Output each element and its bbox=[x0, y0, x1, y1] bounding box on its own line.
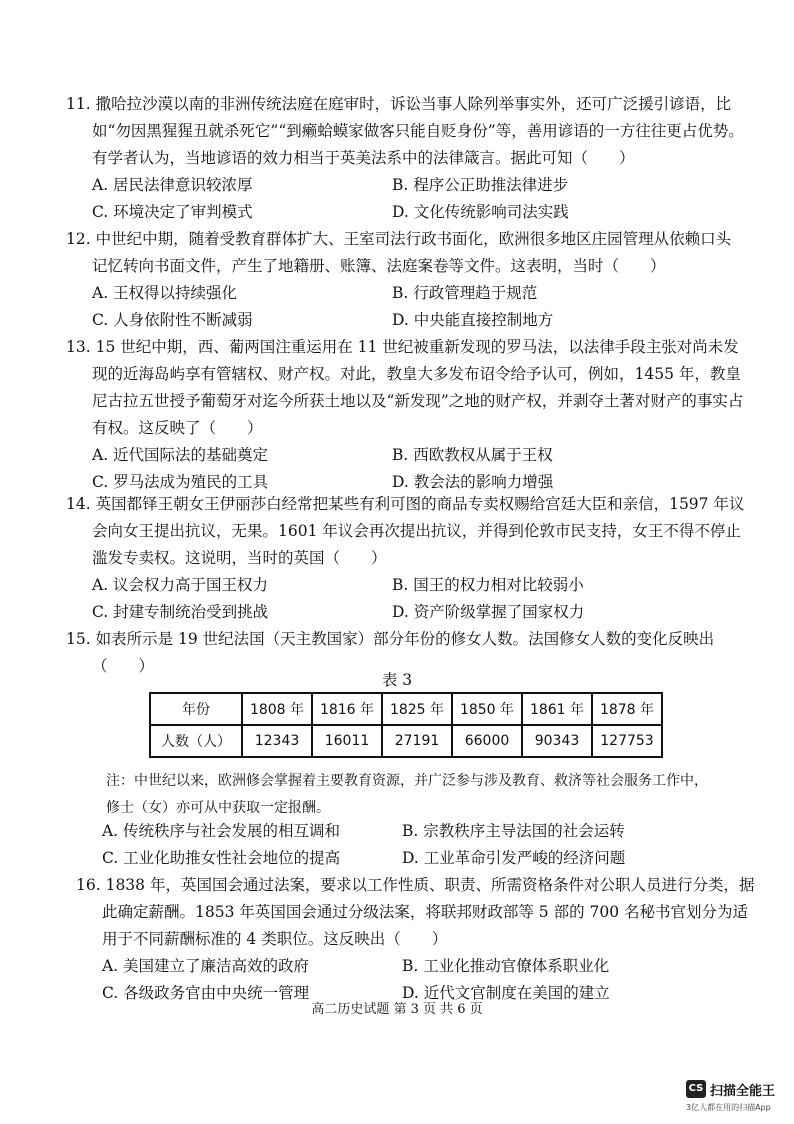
question-11 bbox=[66, 91, 746, 226]
table-note: 注：中世纪以来，欧洲修会掌握着主要教育资源，并广泛参与涉及教育、救济等社会服务工作中，修士（女）亦可从中获取一定报酬。 bbox=[106, 773, 708, 816]
option-d: D. 中央能直接控制地方 bbox=[392, 311, 554, 329]
watermark-brand: 扫描全能王 bbox=[710, 1084, 776, 1099]
option-c: C. 工业化助推女性社会地位的提高 bbox=[102, 849, 341, 867]
option-c: C. 各级政务官由中央统一管理 bbox=[102, 984, 310, 1002]
watermark-tagline: 3亿人都在用的扫描App bbox=[686, 1103, 771, 1112]
table-cell: 1878 年 bbox=[592, 693, 662, 725]
question-14 bbox=[66, 491, 746, 626]
option-b: B. 国王的权力相对比较弱小 bbox=[392, 576, 584, 594]
question-stem: 12. 中世纪中期，随着受教育群体扩大、王室司法行政书面化，欧洲很多地区庄园管理从依赖口头记忆转向书面文件，产生了地籍册、账簿、法庭案卷等文件。这表明，当时（ ） bbox=[66, 230, 732, 275]
table-cell: 1861 年 bbox=[522, 693, 592, 725]
option-a: A. 王权得以持续强化 bbox=[92, 284, 238, 302]
option-d: D. 近代文官制度在美国的建立 bbox=[402, 984, 610, 1002]
table-cell: 1808 年 bbox=[242, 693, 312, 725]
question-15-options bbox=[76, 818, 756, 872]
table-cell: 1825 年 bbox=[382, 693, 452, 725]
question-stem: 16. 1838 年，英国国会通过法案，要求以工作性质、职责、所需资格条件对公职人员进行分类，据此确定薪酬。1853 年英国国会通过分级法案，将联邦财政部等 5 部的 700 名秘书官划分为适用于不同薪酬标准的 4 类职位。这反映出（ ） bbox=[76, 876, 755, 948]
option-d: D. 工业革命引发严峻的经济问题 bbox=[402, 849, 626, 867]
question-16 bbox=[76, 872, 756, 1007]
option-a: A. 议会权力高于国王权力 bbox=[92, 576, 269, 594]
question-stem: 15. 如表所示是 19 世纪法国（天主教国家）部分年份的修女人数。法国修女人数的变化反映出（ ） bbox=[66, 630, 715, 675]
option-a: A. 美国建立了廉洁高效的政府 bbox=[102, 957, 310, 975]
option-c: C. 环境决定了审判模式 bbox=[92, 203, 253, 221]
table-cell: 66000 bbox=[452, 725, 522, 757]
table-title: 表 3 bbox=[381, 671, 413, 689]
question-stem: 11. 撒哈拉沙漠以南的非洲传统法庭在庭审时，诉讼当事人除列举事实外，还可广泛援引谚语，比如“勿因黑猩猩丑就杀死它”“到癞蛤蟆家做客只能自贬身份”等，善用谚语的一方往往更占优势。有学者认为，当地谚语的效力相当于英美法系中的法律箴言。据此可知（ ） bbox=[66, 95, 744, 167]
option-b: B. 西欧教权从属于王权 bbox=[392, 446, 553, 464]
question-stem: 13. 15 世纪中期，西、葡两国注重运用在 11 世纪被重新发现的罗马法，以法律手段主张对尚未发现的近海岛屿享有管辖权、财产权。对此，教皇大多发布诏令给予认可，例如，1455 年，教皇尼古拉五世授予葡萄牙对迄今所获土地以及“新发现”之地的财产权，并剥夺土著对财产的事实占有权。这反映了（ ） bbox=[66, 338, 744, 437]
table-header-row bbox=[150, 693, 662, 725]
option-b: B. 宗教秩序主导法国的社会运转 bbox=[402, 822, 625, 840]
option-a: A. 居民法律意识较浓厚 bbox=[92, 176, 253, 194]
table-cell: 1816 年 bbox=[312, 693, 382, 725]
option-c: C. 人身依附性不断减弱 bbox=[92, 311, 253, 329]
option-b: B. 行政管理趋于规范 bbox=[392, 284, 538, 302]
table-cell: 127753 bbox=[592, 725, 662, 757]
camscanner-logo-icon: CS bbox=[686, 1080, 706, 1098]
table-cell: 16011 bbox=[312, 725, 382, 757]
table-cell: 年份 bbox=[150, 693, 242, 725]
table-cell: 27191 bbox=[382, 725, 452, 757]
option-d: D. 资产阶级掌握了国家权力 bbox=[392, 603, 585, 621]
option-a: A. 传统秩序与社会发展的相互调和 bbox=[102, 822, 341, 840]
question-12 bbox=[66, 226, 746, 334]
option-c: C. 封建专制统治受到挑战 bbox=[92, 603, 269, 621]
question-13 bbox=[66, 334, 746, 496]
question-stem: 14. 英国都铎王朝女王伊丽莎白经常把某些有利可图的商品专卖权赐给宫廷大臣和亲信，1597 年议会向女王提出抗议，无果。1601 年议会再次提出抗议，并得到伦敦市民支持，女王不得不停止滥发专卖权。这说明，当时的英国（ ） bbox=[66, 495, 745, 567]
option-d: D. 文化传统影响司法实践 bbox=[392, 203, 569, 221]
option-b: B. 程序公正助推法律进步 bbox=[392, 176, 569, 194]
nun-count-table bbox=[149, 692, 663, 758]
table-cell: 12343 bbox=[242, 725, 312, 757]
option-c: C. 罗马法成为殖民的工具 bbox=[92, 473, 269, 491]
option-a: A. 近代国际法的基础奠定 bbox=[92, 446, 269, 464]
table-cell: 1850 年 bbox=[452, 693, 522, 725]
table-cell: 人数（人） bbox=[150, 725, 242, 757]
page-footer: 高二历史试题 第 3 页 共 6 页 bbox=[311, 1002, 483, 1017]
table-cell: 90343 bbox=[522, 725, 592, 757]
option-d: D. 教会法的影响力增强 bbox=[392, 473, 554, 491]
option-b: B. 工业化推动官僚体系职业化 bbox=[402, 957, 610, 975]
table-row bbox=[150, 725, 662, 757]
